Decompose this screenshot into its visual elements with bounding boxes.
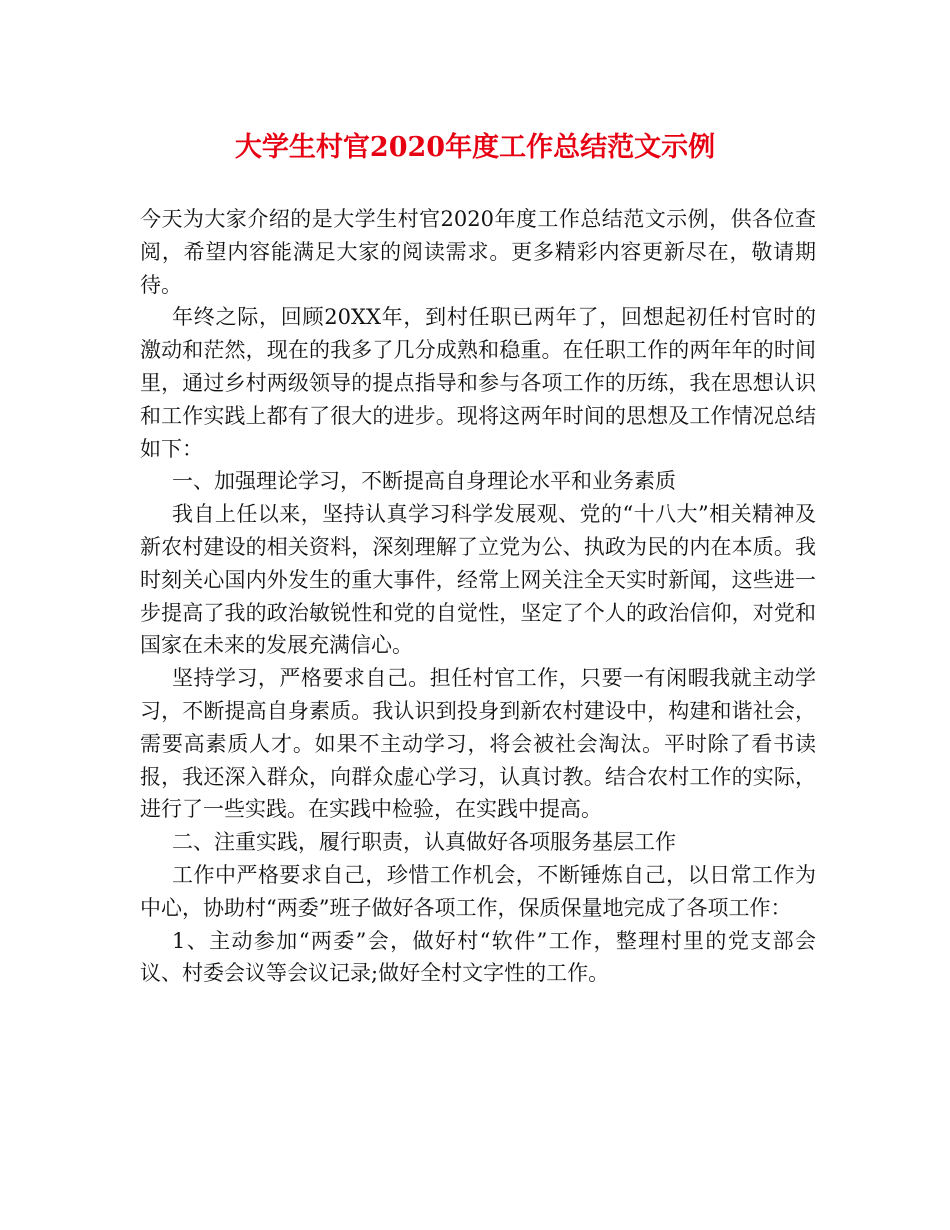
body-paragraph: 我自上任以来，坚持认真学习科学发展观、党的“十八大”相关精神及新农村建设的相关资料，深刻理解了立党为公、执政为民的内在本质。我时刻关心国内外发生的重大事件，经常上网关注全天实时新闻，这些进一步提高了我的政治敏锐性和党的自觉性，坚定了个人的政治信仰，对党和国家在未来的发展充满信心。 xyxy=(140,502,816,658)
list-item: 1、主动参加“两委”会，做好村“软件”工作，整理村里的党支部会议、村委会议等会议记录;做好全村文字性的工作。 xyxy=(140,928,816,986)
body-paragraph: 工作中严格要求自己，珍惜工作机会，不断锤炼自己，以日常工作为中心，协助村“两委”班子做好各项工作，保质保量地完成了各项工作： xyxy=(140,862,816,920)
body-paragraph: 坚持学习，严格要求自己。担任村官工作，只要一有闲暇我就主动学习，不断提高自身素质。我认识到投身到新农村建设中，构建和谐社会，需要高素质人才。如果不主动学习，将会被社会淘汰。平时除了看书读报，我还深入群众，向群众虚心学习，认真讨教。结合农村工作的实际，进行了一些实践。在实践中检验，在实践中提高。 xyxy=(140,666,816,822)
body-paragraph: 年终之际，回顾20XX年，到村任职已两年了，回想起初任村官时的激动和茫然，现在的我多了几分成熟和稳重。在任职工作的两年年的时间里，通过乡村两级领导的提点指导和参与各项工作的历练，我在思想认识和工作实践上都有了很大的进步。现将这两年时间的思想及工作情况总结如下： xyxy=(140,305,816,461)
section-heading: 一、加强理论学习，不断提高自身理论水平和业务素质 xyxy=(172,469,676,494)
document-body xyxy=(140,203,816,990)
document-title: 大学生村官2020年度工作总结范文示例 xyxy=(234,132,716,163)
intro-paragraph: 今天为大家介绍的是大学生村官2020年度工作总结范文示例，供各位查阅，希望内容能满足大家的阅读需求。更多精彩内容更新尽在，敬请期待。 xyxy=(140,207,816,297)
section-heading: 二、注重实践，履行职责，认真做好各项服务基层工作 xyxy=(172,830,676,855)
